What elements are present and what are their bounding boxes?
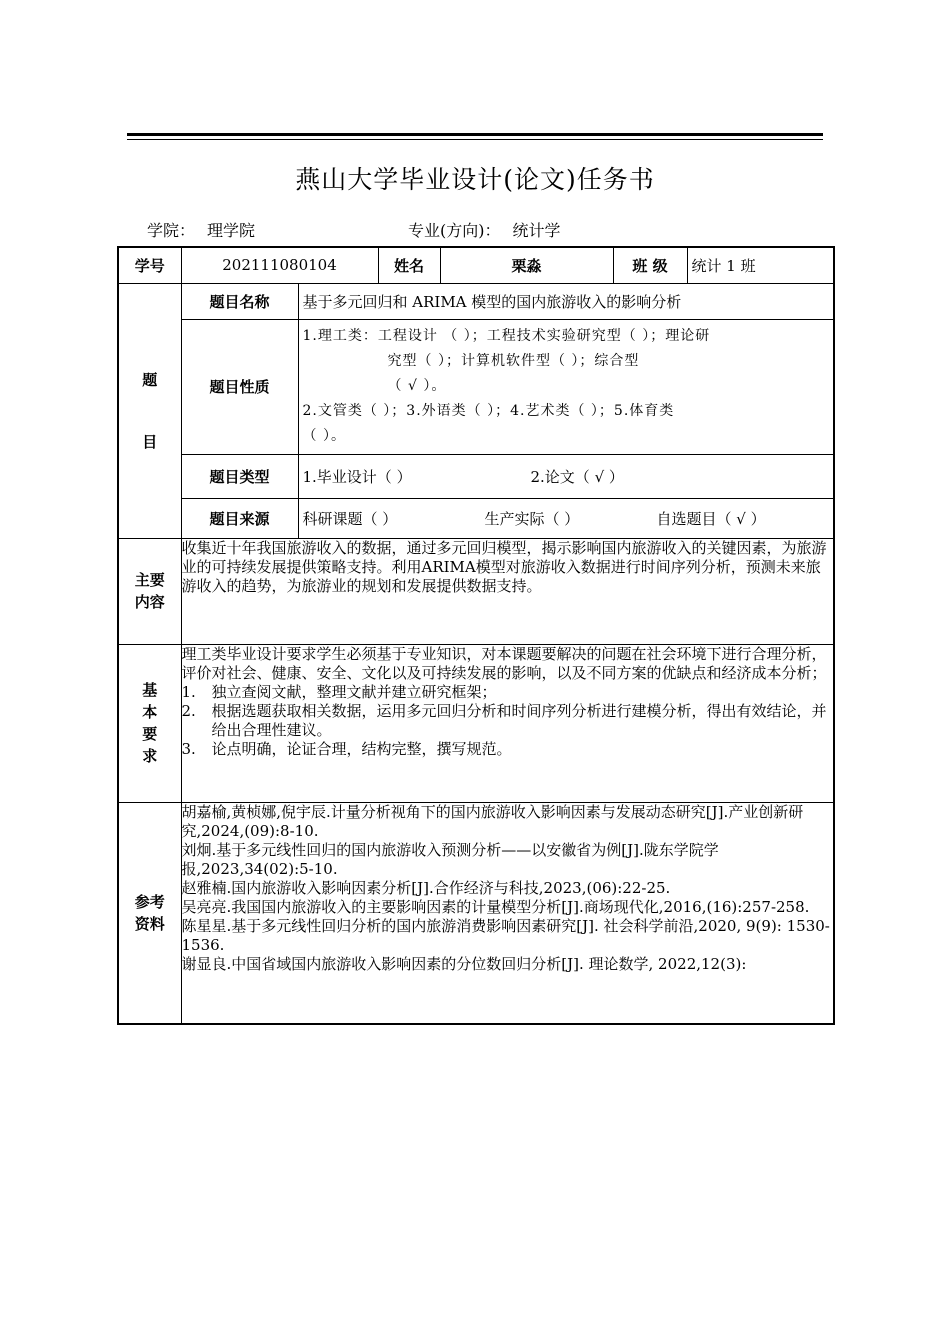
requirements-label-char-1: 基 [142,681,158,699]
nature-line-2: 究型（ ）；计算机软件型（ ）；综合型 [387,353,640,369]
college-field [147,218,255,241]
student-name-label: 姓名 [378,247,440,283]
references-label [118,802,181,1024]
requirement-number: 3. [181,739,196,758]
source-option-research: 科研课题（ ） [302,509,398,528]
topic-source-options [298,498,834,538]
content-label-line-2: 内容 [134,593,165,611]
requirement-text: 论点明确，论证合理，结构完整，撰写规范。 [211,739,512,758]
student-id-label: 学号 [118,247,181,283]
reference-item: 赵雅楠.国内旅游收入影响因素分析[J].合作经济与科技,2023,(06):22-25. [181,878,671,897]
references-label-line-1: 参考 [134,892,165,911]
topic-nature-label: 题目性质 [181,319,298,454]
requirements-label-char-3: 要 [142,725,158,743]
reference-item: 刘炯.基于多元线性回归的国内旅游收入预测分析——以安徽省为例[J].陇东学院学报,2023,34(02):5-10. [181,840,719,878]
content-label-line-1: 主要 [134,571,165,589]
nature-line-5: （ ）。 [302,428,346,444]
topic-name-label: 题目名称 [181,283,298,319]
student-row [118,247,834,283]
type-option-thesis: 2.论文（ √ ） [530,467,624,486]
document-title: 燕山大学毕业设计(论文)任务书 [295,165,655,194]
header-rule-thick [127,133,823,136]
topic-source-label: 题目来源 [181,498,298,538]
major-label: 专业(方向)： [408,221,501,240]
reference-item: 吴亮亮.我国国内旅游收入的主要影响因素的计量模型分析[J].商场现代化,2016,(16):257-258. [181,897,810,916]
topic-side-label [118,283,181,538]
requirement-item [182,683,834,702]
header-rule-thin [127,139,823,140]
major-value: 统计学 [512,221,561,240]
topic-type-label: 题目类型 [181,454,298,498]
references-list [181,802,834,1024]
class-label: 班 级 [613,247,687,283]
class-value: 统计 1 班 [687,247,834,283]
nature-line-1: 1.理工类：工程设计 （ ）；工程技术实验研究型（ ）；理论研 [302,328,711,344]
requirements-label [118,644,181,802]
topic-side-char-2: 目 [142,432,158,451]
reference-item: 谢显良.中国省域国内旅游收入影响因素的分位数回归分析[J]. 理论数学, 2022,12(3): [181,954,747,973]
requirements-text [181,644,834,802]
requirement-number: 1. [181,682,196,701]
requirement-text: 根据选题获取相关数据，运用多元回归分析和时间序列分析进行建模分析，得出有效结论，并给出合理性建议。 [211,701,827,739]
topic-name-value: 基于多元回归和 ARIMA 模型的国内旅游收入的影响分析 [298,283,834,319]
student-id-value: 202111080104 [181,247,378,283]
reference-item: 胡嘉榆,黄桢娜,倪宇辰.计量分析视角下的国内旅游收入影响因素与发展动态研究[J].产业创新研究,2024,(09):8-10. [181,802,804,840]
content-row [118,538,834,644]
requirement-text: 独立查阅文献，整理文献并建立研究框架； [211,682,497,701]
reference-item: 陈星星.基于多元线性回归分析的国内旅游消费影响因素研究[J]. 社会科学前沿,2020, 9(9): 1530-1536. [181,916,830,954]
college-label: 学院： [147,221,196,240]
task-table [117,246,835,1025]
source-option-production: 生产实际（ ） [484,509,580,528]
requirement-item [182,740,834,759]
requirement-number: 2. [181,701,196,720]
content-text: 收集近十年我国旅游收入的数据，通过多元回归模型，揭示影响国内旅游收入的关键因素，为旅游业的可持续发展提供策略支持。利用ARIMA模型对旅游收入数据进行时间序列分析，预测未来旅游收入的趋势，为旅游业的规划和发展提供数据支持。 [181,538,834,644]
college-value: 理学院 [207,221,256,240]
requirements-row [118,644,834,802]
requirements-label-char-2: 本 [142,703,158,721]
topic-type-row [118,454,834,498]
references-row [118,802,834,1024]
topic-name-row [118,283,834,319]
topic-side-char-1: 题 [142,370,158,389]
nature-line-3: （ √ ）。 [387,378,447,394]
requirements-label-char-4: 求 [142,747,158,765]
topic-type-options [298,454,834,498]
major-field [408,218,561,241]
requirements-intro: 理工类毕业设计要求学生必须基于专业知识，对本课题要解决的问题在社会环境下进行合理分析，评价对社会、健康、安全、文化以及可持续发展的影响，以及不同方案的优缺点和经济成本分析； [181,644,827,682]
type-option-design: 1.毕业设计（ ） [302,467,412,486]
student-name-value: 栗淼 [440,247,613,283]
content-label [118,538,181,644]
topic-nature-options [298,319,834,454]
nature-line-4: 2.文管类（ ）；3.外语类（ ）；4.艺术类（ ）；5.体育类 [302,403,675,419]
requirement-item [182,702,834,740]
topic-source-row [118,498,834,538]
source-option-self: 自选题目（ √ ） [656,509,766,528]
references-label-line-2: 资料 [134,914,165,933]
topic-nature-row [118,319,834,454]
